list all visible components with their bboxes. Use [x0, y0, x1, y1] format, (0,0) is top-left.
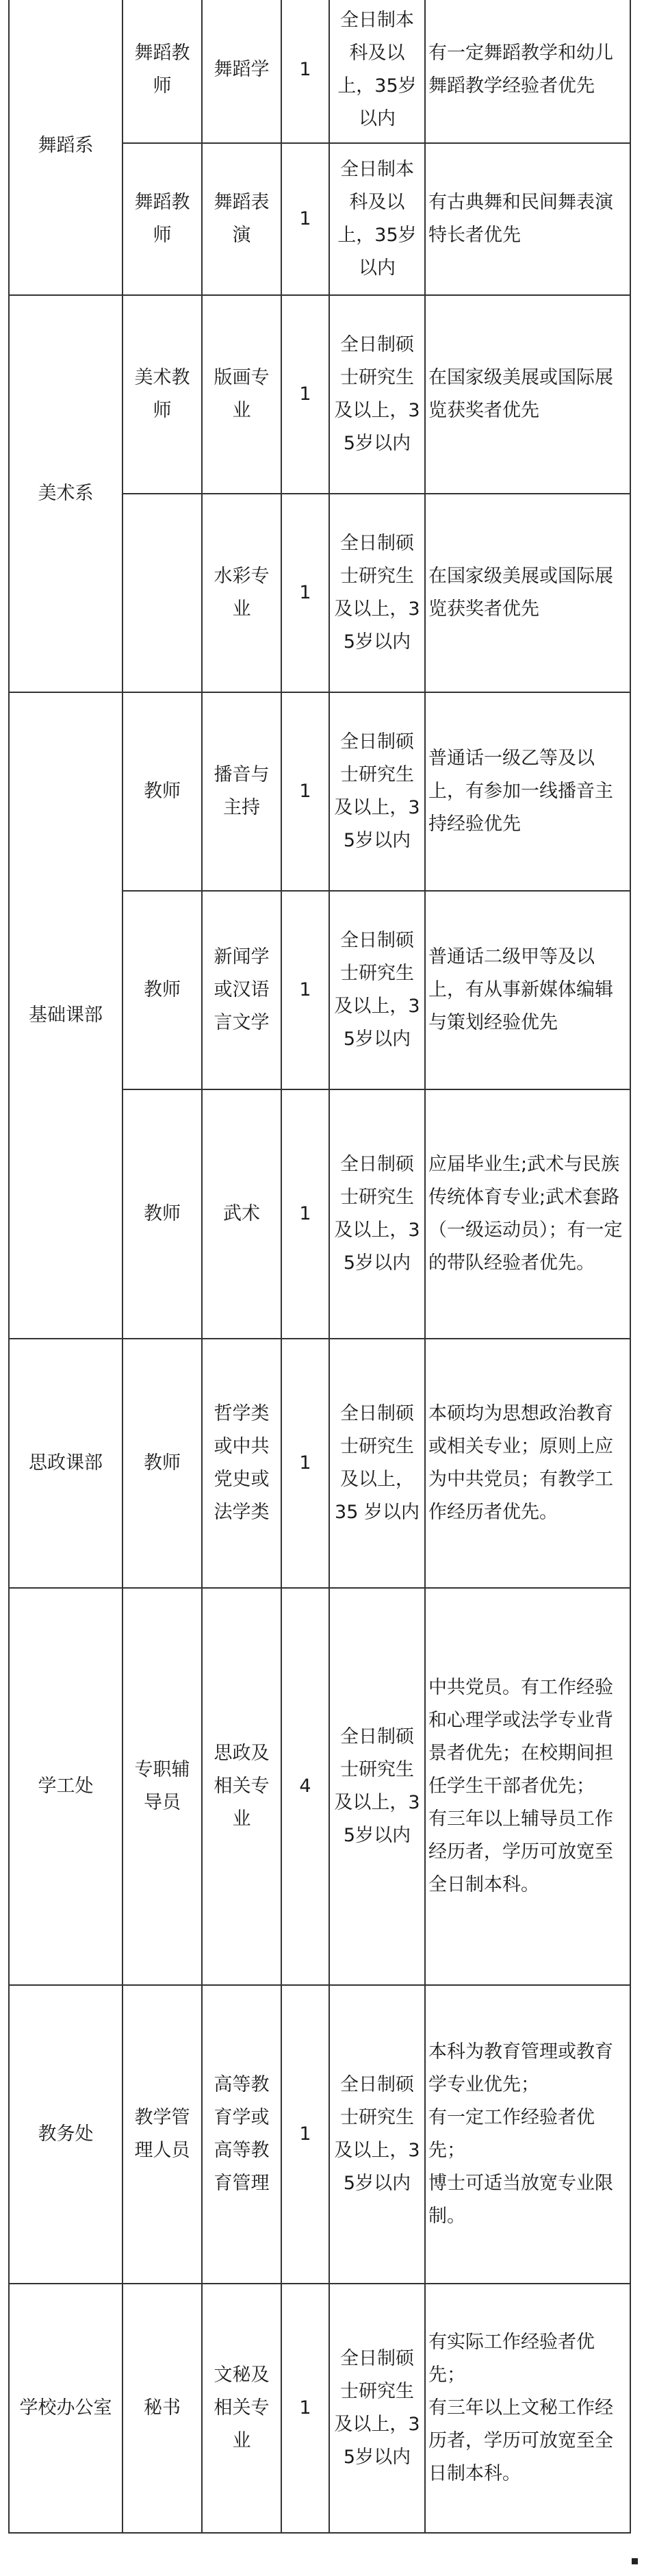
count-cell: 1 — [281, 2284, 329, 2533]
recruitment-table — [8, 0, 631, 2534]
position-cell: 美术教师 — [123, 295, 202, 494]
count-cell: 1 — [281, 143, 329, 295]
count-cell: 1 — [281, 1089, 329, 1339]
education-cell: 全日制本科及以上，35岁以内 — [329, 143, 425, 295]
table-row — [9, 0, 630, 143]
requirement-cell: 本硕均为思想政治教育或相关专业；原则上应为中共党员；有教学工作经历者优先。 — [425, 1339, 630, 1588]
major-cell: 新闻学或汉语言文学 — [202, 891, 281, 1089]
education-cell: 全日制硕士研究生及以上，35岁以内 — [329, 1089, 425, 1339]
major-cell: 高等教育学或高等教育管理 — [202, 1985, 281, 2284]
count-cell: 1 — [281, 295, 329, 494]
requirement-cell: 有古典舞和民间舞表演特长者优先 — [425, 143, 630, 295]
count-cell: 1 — [281, 891, 329, 1089]
count-cell: 1 — [281, 692, 329, 891]
major-cell: 播音与主持 — [202, 692, 281, 891]
table-row — [9, 1339, 630, 1588]
dept-cell: 教务处 — [9, 1985, 123, 2284]
requirement-cell: 有实际工作经验者优先； 有三年以上文秘工作经历者，学历可放宽至全日制本科。 — [425, 2284, 630, 2533]
major-cell: 版画专业 — [202, 295, 281, 494]
table-row — [9, 295, 630, 494]
dept-cell: 学工处 — [9, 1588, 123, 1985]
requirement-cell: 有一定舞蹈教学和幼儿舞蹈教学经验者优先 — [425, 0, 630, 143]
major-cell: 思政及相关专业 — [202, 1588, 281, 1985]
position-cell: 教师 — [123, 692, 202, 891]
position-cell: 专职辅导员 — [123, 1588, 202, 1985]
dept-cell: 学校办公室 — [9, 2284, 123, 2533]
count-cell: 1 — [281, 1985, 329, 2284]
requirement-cell: 应届毕业生;武术与民族传统体育专业;武术套路（一级运动员）；有一定的带队经验者优先。 — [425, 1089, 630, 1339]
dept-cell: 美术系 — [9, 295, 123, 692]
requirement-cell: 在国家级美展或国际展览获奖者优先 — [425, 494, 630, 692]
major-cell: 舞蹈表演 — [202, 143, 281, 295]
position-cell: 教师 — [123, 1089, 202, 1339]
education-cell: 全日制硕士研究生及以上， 35 岁以内 — [329, 1339, 425, 1588]
dept-cell: 思政课部 — [9, 1339, 123, 1588]
requirement-cell: 在国家级美展或国际展览获奖者优先 — [425, 295, 630, 494]
major-cell: 文秘及相关专业 — [202, 2284, 281, 2533]
education-cell: 全日制硕士研究生及以上，35岁以内 — [329, 692, 425, 891]
requirement-cell: 中共党员。有工作经验和心理学或法学专业背景者优先；在校期间担任学生干部者优先； 有三年以上辅导员工作经历者，学历可放宽至全日制本科。 — [425, 1588, 630, 1985]
education-cell: 全日制硕士研究生及以上，35岁以内 — [329, 494, 425, 692]
major-cell: 武术 — [202, 1089, 281, 1339]
dept-cell: 基础课部 — [9, 692, 123, 1339]
count-cell: 1 — [281, 0, 329, 143]
table-row — [9, 1588, 630, 1985]
count-cell: 1 — [281, 1339, 329, 1588]
major-cell: 哲学类或中共党史或法学类 — [202, 1339, 281, 1588]
major-cell: 舞蹈学 — [202, 0, 281, 143]
position-cell — [123, 494, 202, 692]
position-cell: 秘书 — [123, 2284, 202, 2533]
position-cell: 教师 — [123, 1339, 202, 1588]
table-row — [9, 1985, 630, 2284]
education-cell: 全日制硕士研究生及以上，35岁以内 — [329, 1985, 425, 2284]
dept-cell: 舞蹈系 — [9, 0, 123, 295]
requirement-cell: 普通话一级乙等及以上，有参加一线播音主持经验优先 — [425, 692, 630, 891]
position-cell: 教学管理人员 — [123, 1985, 202, 2284]
scan-mark — [632, 2558, 638, 2564]
education-cell: 全日制本科及以上，35岁以内 — [329, 0, 425, 143]
requirement-cell: 本科为教育管理或教育学专业优先； 有一定工作经验者优先； 博士可适当放宽专业限制。 — [425, 1985, 630, 2284]
position-cell: 舞蹈教师 — [123, 143, 202, 295]
table-row — [9, 2284, 630, 2533]
education-cell: 全日制硕士研究生及以上，35岁以内 — [329, 891, 425, 1089]
education-cell: 全日制硕士研究生及以上，35岁以内 — [329, 2284, 425, 2533]
education-cell: 全日制硕士研究生及以上，35岁以内 — [329, 1588, 425, 1985]
major-cell: 水彩专业 — [202, 494, 281, 692]
position-cell: 教师 — [123, 891, 202, 1089]
table-row — [9, 692, 630, 891]
requirement-cell: 普通话二级甲等及以上，有从事新媒体编辑与策划经验优先 — [425, 891, 630, 1089]
count-cell: 4 — [281, 1588, 329, 1985]
count-cell: 1 — [281, 494, 329, 692]
education-cell: 全日制硕士研究生及以上，35岁以内 — [329, 295, 425, 494]
position-cell: 舞蹈教师 — [123, 0, 202, 143]
